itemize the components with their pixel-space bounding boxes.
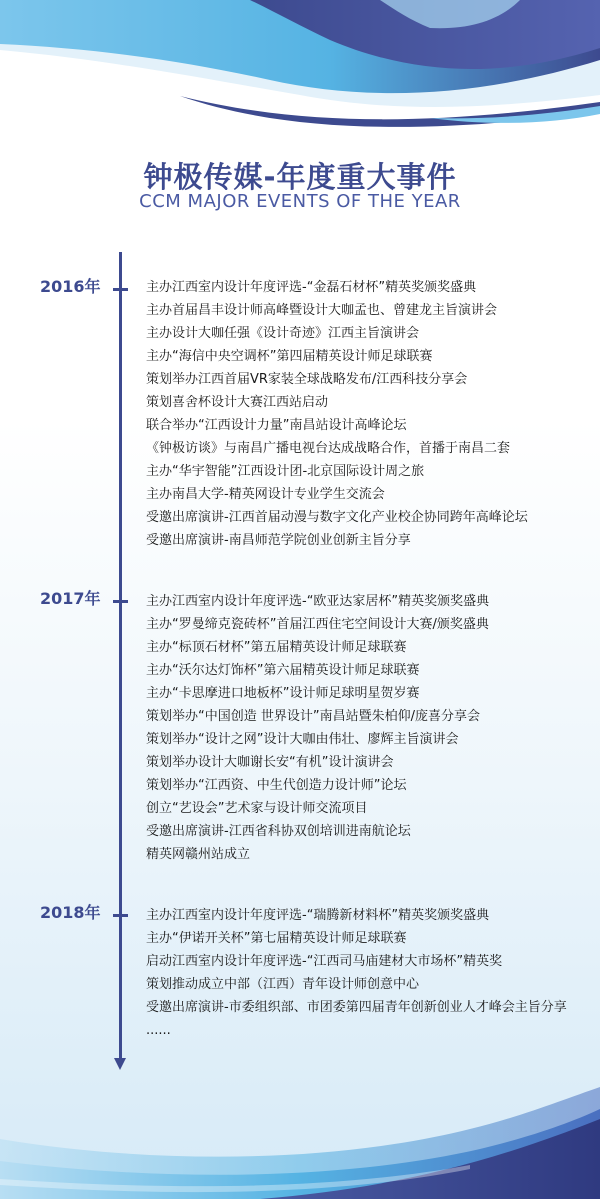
event-item: 主办江西室内设计年度评选-“瑞腾新材料杯”精英奖颁奖盛典	[146, 908, 490, 923]
timeline-tick	[113, 914, 128, 917]
timeline-tick	[113, 288, 128, 291]
event-item: 主办江西室内设计年度评选-“金磊石材杯”精英奖颁奖盛典	[146, 280, 477, 295]
event-item: 联合举办“江西设计力量”南昌站设计高峰论坛	[146, 418, 407, 433]
event-item: 创立“艺设会”艺术家与设计师交流项目	[146, 801, 368, 816]
timeline-tick	[113, 600, 128, 603]
event-item: 启动江西室内设计年度评选-“江西司马庙建材大市场杯”精英奖	[146, 954, 503, 969]
event-item: 受邀出席演讲-市委组织部、市团委第四届青年创新创业人才峰会主旨分享	[146, 1000, 567, 1015]
event-item: 受邀出席演讲-江西首届动漫与数字文化产业校企协同跨年高峰论坛	[146, 510, 528, 525]
timeline-line	[119, 252, 122, 1060]
event-item: 主办“海信中央空调杯”第四届精英设计师足球联赛	[146, 349, 433, 364]
event-item: 精英网赣州站成立	[146, 847, 251, 862]
year-label: 2018年	[40, 903, 101, 922]
event-item: 《钟极访谈》与南昌广播电视台达成战略合作，首播于南昌二套	[146, 441, 511, 456]
event-item: ......	[146, 1023, 171, 1038]
event-item: 主办“伊诺开关杯”第七届精英设计师足球联赛	[146, 931, 407, 946]
event-item: 主办“华宇智能”江西设计团-北京国际设计周之旅	[146, 464, 425, 479]
event-item: 受邀出席演讲-江西省科协双创培训进南航论坛	[146, 824, 411, 839]
top-wave-decoration	[0, 0, 600, 140]
event-item: 策划喜舍杯设计大赛江西站启动	[146, 395, 329, 410]
event-item: 主办首届昌丰设计师高峰暨设计大咖孟也、曾建龙主旨演讲会	[146, 303, 498, 318]
event-item: 策划举办“江西资、中生代创造力设计师”论坛	[146, 778, 407, 793]
event-item: 受邀出席演讲-南昌师范学院创业创新主旨分享	[146, 533, 411, 548]
event-item: 主办江西室内设计年度评选-“欧亚达家居杯”精英奖颁奖盛典	[146, 594, 490, 609]
event-item: 主办“标顶石材杯”第五届精英设计师足球联赛	[146, 640, 407, 655]
event-item: 主办“沃尔达灯饰杯”第六届精英设计师足球联赛	[146, 663, 420, 678]
event-item: 策划举办设计大咖谢长安“有机”设计演讲会	[146, 755, 394, 770]
page-title: 钟极传媒-年度重大事件	[143, 160, 457, 194]
bottom-wave-decoration	[0, 1069, 600, 1199]
events-list	[146, 904, 567, 1042]
event-item: 主办“卡思摩进口地板杯”设计师足球明星贺岁赛	[146, 686, 420, 701]
page-subtitle: CCM MAJOR EVENTS OF THE YEAR	[139, 191, 461, 212]
year-label: 2016年	[40, 277, 101, 296]
event-item: 策划推动成立中部（江西）青年设计师创意中心	[146, 977, 420, 992]
event-item: 主办“罗曼缔克瓷砖杯”首届江西住宅空间设计大赛/颁奖盛典	[146, 617, 489, 632]
events-list	[146, 590, 489, 866]
event-item: 主办南昌大学-精英网设计专业学生交流会	[146, 487, 385, 502]
events-list	[146, 276, 528, 552]
event-item: 策划举办江西首届VR家装全球战略发布/江西科技分享会	[146, 372, 468, 387]
event-item: 策划举办“设计之网”设计大咖由伟壮、廖辉主旨演讲会	[146, 732, 459, 747]
event-item: 主办设计大咖任强《设计奇迹》江西主旨演讲会	[146, 326, 420, 341]
event-item: 策划举办“中国创造 世界设计”南昌站暨朱柏仰/庞喜分享会	[146, 709, 480, 724]
year-label: 2017年	[40, 589, 101, 608]
